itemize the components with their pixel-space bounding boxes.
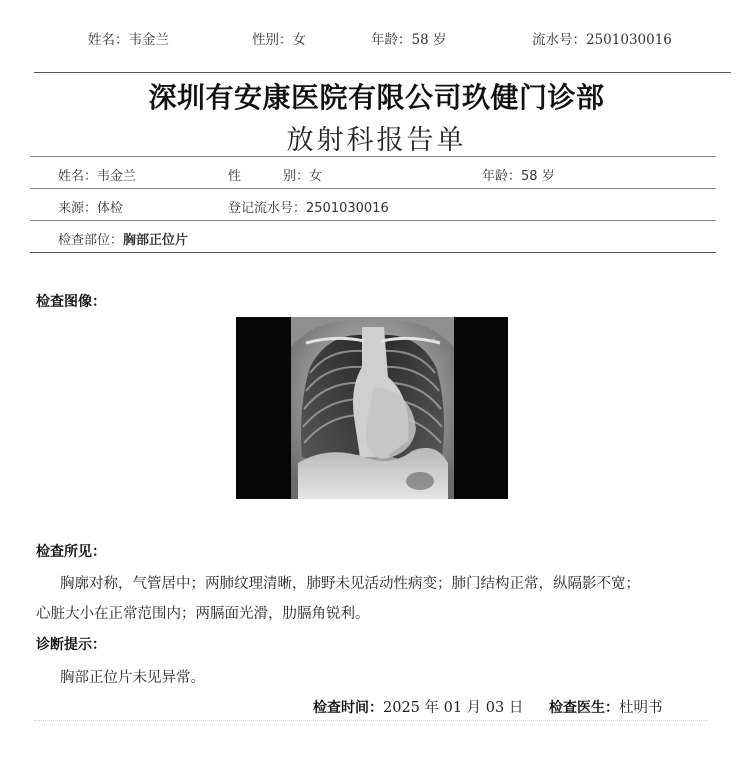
findings-line-1: 胸廓对称，气管居中；两肺纹理清晰，肺野未见活动性病变；肺门结构正常，纵隔影不宽；: [60, 576, 640, 592]
diagnosis-heading: 诊断提示：: [36, 637, 106, 653]
image-heading: 检查图像：: [36, 294, 106, 310]
patient-name-value: 韦金兰: [97, 169, 137, 184]
exam-time: [313, 696, 523, 717]
header-serial: 流水号：2501030016: [532, 32, 672, 48]
patient-gender-label-b: 别：: [283, 169, 310, 184]
findings-heading: 检查所见：: [36, 544, 106, 560]
patient-gender: [228, 165, 322, 184]
exam-part-value: 胸部正位片: [123, 233, 189, 248]
patient-name-label: 姓名：: [58, 169, 98, 184]
table-rule-top: [30, 156, 716, 157]
exam-doctor-label: 检查医生：: [549, 700, 619, 716]
table-rule-1: [30, 188, 716, 189]
patient-serial-label: 登记流水号：: [228, 201, 307, 216]
xray-side-marker: L: [433, 337, 437, 344]
patient-source: [58, 197, 123, 216]
patient-source-value: 体检: [97, 201, 124, 216]
table-rule-2: [30, 220, 716, 221]
patient-name: [58, 165, 136, 184]
patient-age-label: 年龄：: [482, 169, 522, 184]
hospital-title: 深圳有安康医院有限公司玖健门诊部: [148, 81, 605, 114]
exam-doctor: [549, 696, 663, 717]
patient-age-value: 58 岁: [521, 169, 555, 184]
header-gender: 性别：女: [252, 32, 306, 48]
exam-part: [58, 229, 188, 248]
patient-source-label: 来源：: [58, 201, 98, 216]
chest-xray-image: [236, 317, 508, 499]
table-rule-bottom: [30, 252, 716, 253]
patient-gender-label-a: 性: [228, 169, 242, 184]
header-name: 姓名：韦金兰: [88, 32, 169, 48]
diagnosis-text: 胸部正位片未见异常。: [60, 670, 205, 686]
patient-serial-value: 2501030016: [306, 201, 389, 216]
patient-gender-value: 女: [309, 169, 323, 184]
exam-time-label: 检查时间：: [313, 700, 383, 716]
exam-time-value: 2025 年 01 月 03 日: [383, 700, 524, 716]
report-title: 放射科报告单: [286, 125, 467, 156]
exam-doctor-value: 杜明书: [619, 700, 663, 716]
findings-line-2: 心脏大小在正常范围内；两膈面光滑，肋膈角锐利。: [36, 606, 370, 622]
footer-divider: [34, 720, 708, 721]
patient-serial: [228, 197, 389, 216]
patient-age: [482, 165, 555, 184]
header-rule: [34, 72, 731, 73]
exam-part-label: 检查部位：: [58, 233, 124, 248]
header-age: 年龄：58 岁: [371, 32, 447, 48]
